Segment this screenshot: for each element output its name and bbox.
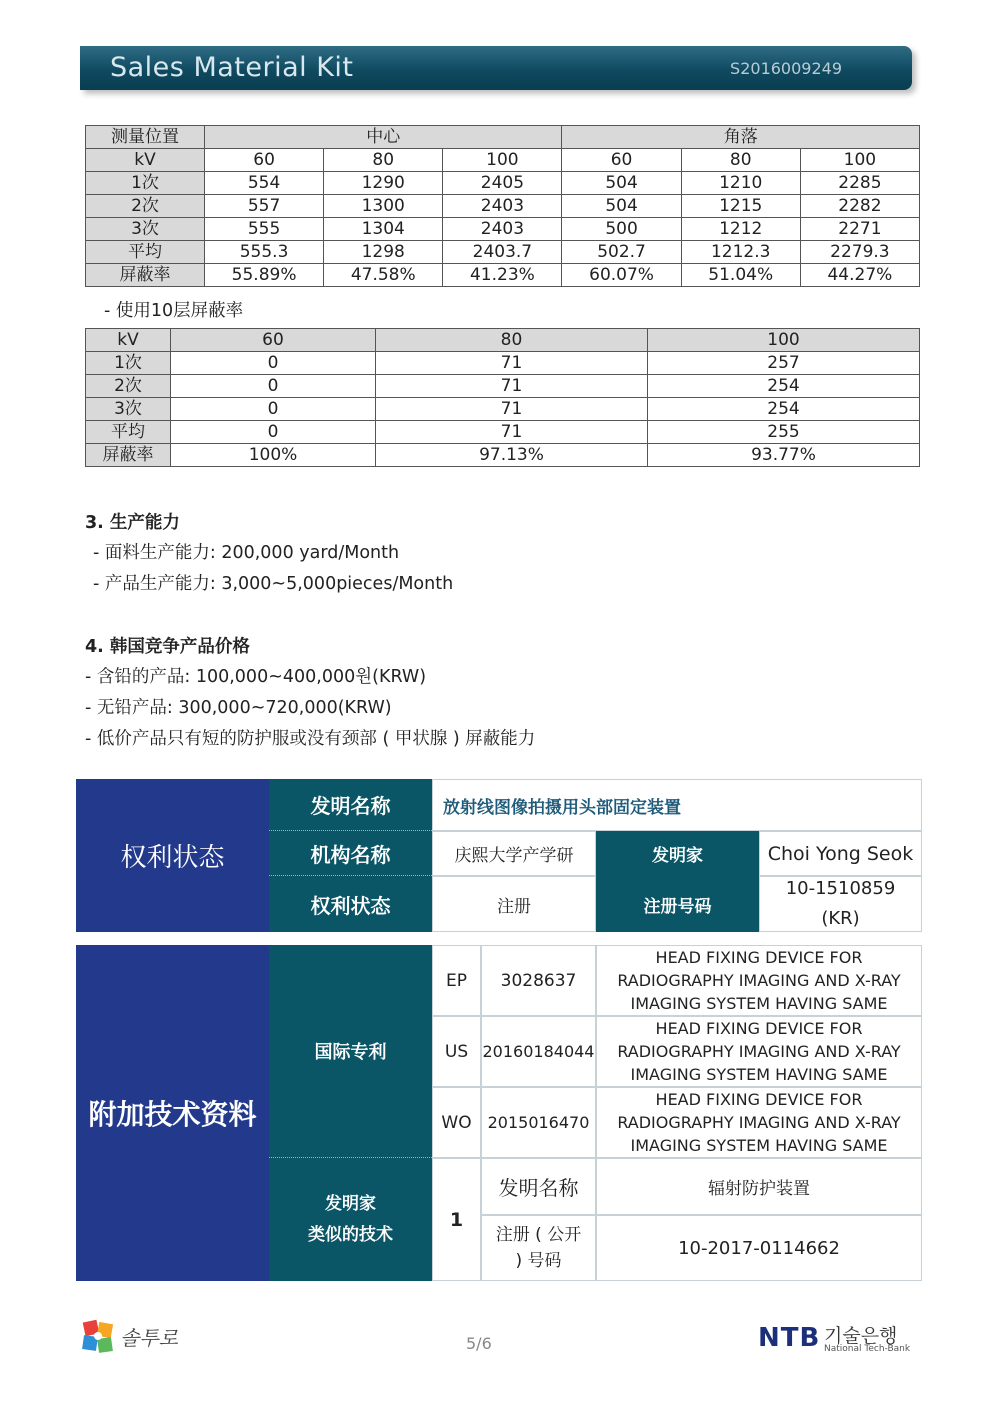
patent-title-line: IMAGING SYSTEM HAVING SAME xyxy=(630,1065,888,1084)
puzzle-logo-icon xyxy=(80,1317,118,1357)
table-header-cell: 中心 xyxy=(205,126,562,149)
table-cell: 71 xyxy=(375,352,647,375)
rights-status-value: 注册 xyxy=(432,876,596,932)
patent-title xyxy=(596,1016,922,1087)
invention-name-label: 发明名称 xyxy=(269,779,432,831)
patent-title-line: IMAGING SYSTEM HAVING SAME xyxy=(630,994,888,1013)
rights-status-label: 权利状态 xyxy=(269,876,432,932)
rights-status-table xyxy=(76,779,922,932)
table-row xyxy=(86,218,920,241)
table-cell: 254 xyxy=(647,398,919,421)
similar-registration-value: 10-2017-0114662 xyxy=(596,1215,922,1281)
table-cell: 1215 xyxy=(681,195,800,218)
additional-info-title: 附加技术资料 xyxy=(76,945,269,1281)
international-patent-label: 国际专利 xyxy=(269,945,432,1158)
table-header-cell: 100 xyxy=(647,329,919,352)
document-title: Sales Material Kit xyxy=(110,52,354,83)
soltoro-logo xyxy=(80,1317,180,1357)
table-cell: 71 xyxy=(375,398,647,421)
ntb-logo-korean: 기술은행 xyxy=(824,1325,898,1347)
table-cell: 0 xyxy=(171,375,376,398)
patent-number: 2015016470 xyxy=(481,1087,596,1158)
table-cell: 254 xyxy=(647,375,919,398)
table-row xyxy=(86,375,920,398)
table-cell: 1304 xyxy=(324,218,443,241)
row-label: 2次 xyxy=(86,195,205,218)
table-row xyxy=(86,126,920,149)
section-heading-prices: 4. 韩国竞争产品价格 xyxy=(85,637,250,657)
patent-title-line: RADIOGRAPHY IMAGING AND X-RAY xyxy=(617,1042,901,1061)
similar-registration-label xyxy=(481,1215,596,1281)
table-cell: 504 xyxy=(562,195,681,218)
table-cell: 2403.7 xyxy=(443,241,562,264)
patent-title xyxy=(596,945,922,1016)
ten-layer-table xyxy=(85,328,920,467)
table-row xyxy=(86,241,920,264)
table-row xyxy=(86,195,920,218)
inventor-value: Choi Yong Seok xyxy=(759,831,922,876)
table-cell: 1210 xyxy=(681,172,800,195)
patent-title-line: IMAGING SYSTEM HAVING SAME xyxy=(630,1136,888,1155)
table-cell: 80 xyxy=(681,149,800,172)
table-cell: 1290 xyxy=(324,172,443,195)
similar-registration-label-line: 注册 ( 公开 xyxy=(495,1225,582,1245)
table-cell: 97.13% xyxy=(375,444,647,467)
row-label: 1次 xyxy=(86,172,205,195)
table-header-cell: 测量位置 xyxy=(86,126,205,149)
patent-number: 20160184044 xyxy=(481,1016,596,1087)
row-label: 平均 xyxy=(86,421,171,444)
table-cell: 2285 xyxy=(800,172,919,195)
table-cell: 71 xyxy=(375,421,647,444)
patent-title-line: HEAD FIXING DEVICE FOR xyxy=(655,1019,863,1038)
similar-name-value: 辐射防护装置 xyxy=(596,1158,922,1215)
table-cell: 257 xyxy=(647,352,919,375)
table-cell: 2279.3 xyxy=(800,241,919,264)
registration-number-label: 注册号码 xyxy=(596,876,759,932)
table-row xyxy=(86,398,920,421)
table-cell: 55.89% xyxy=(205,264,324,287)
row-label: 2次 xyxy=(86,375,171,398)
registration-number-line: 10-1510859 xyxy=(785,878,896,899)
table-cell: 80 xyxy=(324,149,443,172)
document-code: S2016009249 xyxy=(730,59,842,78)
table-row xyxy=(86,421,920,444)
row-label: 平均 xyxy=(86,241,205,264)
row-label: 3次 xyxy=(86,398,171,421)
table-cell: 2282 xyxy=(800,195,919,218)
similar-tech-index: 1 xyxy=(432,1158,481,1281)
table-cell: 502.7 xyxy=(562,241,681,264)
table-cell: 100 xyxy=(443,149,562,172)
section-heading-capacity: 3. 生产能力 xyxy=(85,513,180,533)
table-cell: 0 xyxy=(171,398,376,421)
table-cell: 60.07% xyxy=(562,264,681,287)
ntb-logo xyxy=(758,1321,918,1357)
list-item: - 面料生产能力: 200,000 yard/Month xyxy=(93,543,400,563)
patent-title-line: RADIOGRAPHY IMAGING AND X-RAY xyxy=(617,971,901,990)
similar-registration-label-line: ) 号码 xyxy=(515,1251,562,1271)
table-cell: 2403 xyxy=(443,195,562,218)
table-row xyxy=(86,352,920,375)
row-label: kV xyxy=(86,149,205,172)
table-cell: 2271 xyxy=(800,218,919,241)
header-banner xyxy=(80,46,912,90)
list-item: - 含铅的产品: 100,000~400,000원(KRW) xyxy=(85,667,427,687)
ntb-logo-english: National Tech-Bank xyxy=(824,1344,911,1354)
table-cell: 0 xyxy=(171,421,376,444)
similar-tech-label xyxy=(269,1158,432,1281)
patent-title xyxy=(596,1087,922,1158)
similar-tech-label-line: 类似的技术 xyxy=(308,1224,393,1245)
table-header-cell: 角落 xyxy=(562,126,920,149)
table-row xyxy=(86,149,920,172)
table-header-cell: 80 xyxy=(375,329,647,352)
table-row xyxy=(86,264,920,287)
patent-title-line: HEAD FIXING DEVICE FOR xyxy=(655,948,863,967)
table-cell: 500 xyxy=(562,218,681,241)
table-cell: 60 xyxy=(562,149,681,172)
table-cell: 2405 xyxy=(443,172,562,195)
table-cell: 100% xyxy=(171,444,376,467)
patent-title-line: HEAD FIXING DEVICE FOR xyxy=(655,1090,863,1109)
list-item: - 低价产品只有短的防护服或没有颈部 ( 甲状腺 ) 屏蔽能力 xyxy=(85,729,536,749)
table-cell: 51.04% xyxy=(681,264,800,287)
table-cell: 504 xyxy=(562,172,681,195)
table-cell: 1300 xyxy=(324,195,443,218)
patent-number: 3028637 xyxy=(481,945,596,1016)
table-cell: 1298 xyxy=(324,241,443,264)
page-number: 5/6 xyxy=(466,1334,492,1353)
additional-info-table xyxy=(76,945,922,1281)
table-row xyxy=(86,329,920,352)
table-row xyxy=(86,172,920,195)
table-cell: 44.27% xyxy=(800,264,919,287)
soltoro-logo-text: 솔투로 xyxy=(120,1326,178,1350)
table-header-cell: 60 xyxy=(171,329,376,352)
table-cell: 1212 xyxy=(681,218,800,241)
table-cell: 93.77% xyxy=(647,444,919,467)
table-cell: 2403 xyxy=(443,218,562,241)
organization-label: 机构名称 xyxy=(269,831,432,876)
row-label: 屏蔽率 xyxy=(86,264,205,287)
list-item: - 无铅产品: 300,000~720,000(KRW) xyxy=(85,698,392,718)
table-cell: 47.58% xyxy=(324,264,443,287)
similar-tech-label-line: 发明家 xyxy=(325,1193,376,1214)
layer-note: - 使用10层屏蔽率 xyxy=(104,301,244,321)
row-label: 3次 xyxy=(86,218,205,241)
invention-name-value: 放射线图像拍摄用头部固定装置 xyxy=(432,779,922,831)
organization-value: 庆熙大学产学研 xyxy=(432,831,596,876)
patent-country: WO xyxy=(432,1087,481,1158)
row-label: 1次 xyxy=(86,352,171,375)
table-cell: 554 xyxy=(205,172,324,195)
table-cell: 555 xyxy=(205,218,324,241)
table-cell: 555.3 xyxy=(205,241,324,264)
table-cell: 100 xyxy=(800,149,919,172)
table-cell: 557 xyxy=(205,195,324,218)
inventor-label: 发明家 xyxy=(596,831,759,876)
table-cell: 255 xyxy=(647,421,919,444)
patent-country: US xyxy=(432,1016,481,1087)
table-cell: 41.23% xyxy=(443,264,562,287)
table-header-cell: kV xyxy=(86,329,171,352)
similar-name-label: 发明名称 xyxy=(481,1158,596,1215)
list-item: - 产品生产能力: 3,000~5,000pieces/Month xyxy=(93,574,454,594)
table-cell: 71 xyxy=(375,375,647,398)
patent-country: EP xyxy=(432,945,481,1016)
table-row xyxy=(86,444,920,467)
table-cell: 0 xyxy=(171,352,376,375)
ntb-logo-mark: NTB xyxy=(758,1323,821,1353)
registration-country-line: (KR) xyxy=(821,908,860,929)
patent-title-line: RADIOGRAPHY IMAGING AND X-RAY xyxy=(617,1113,901,1132)
row-label: 屏蔽率 xyxy=(86,444,171,467)
table-cell: 1212.3 xyxy=(681,241,800,264)
rights-title: 权利状态 xyxy=(76,779,269,932)
measurement-table xyxy=(85,125,920,287)
registration-number-value xyxy=(759,876,922,932)
table-cell: 60 xyxy=(205,149,324,172)
